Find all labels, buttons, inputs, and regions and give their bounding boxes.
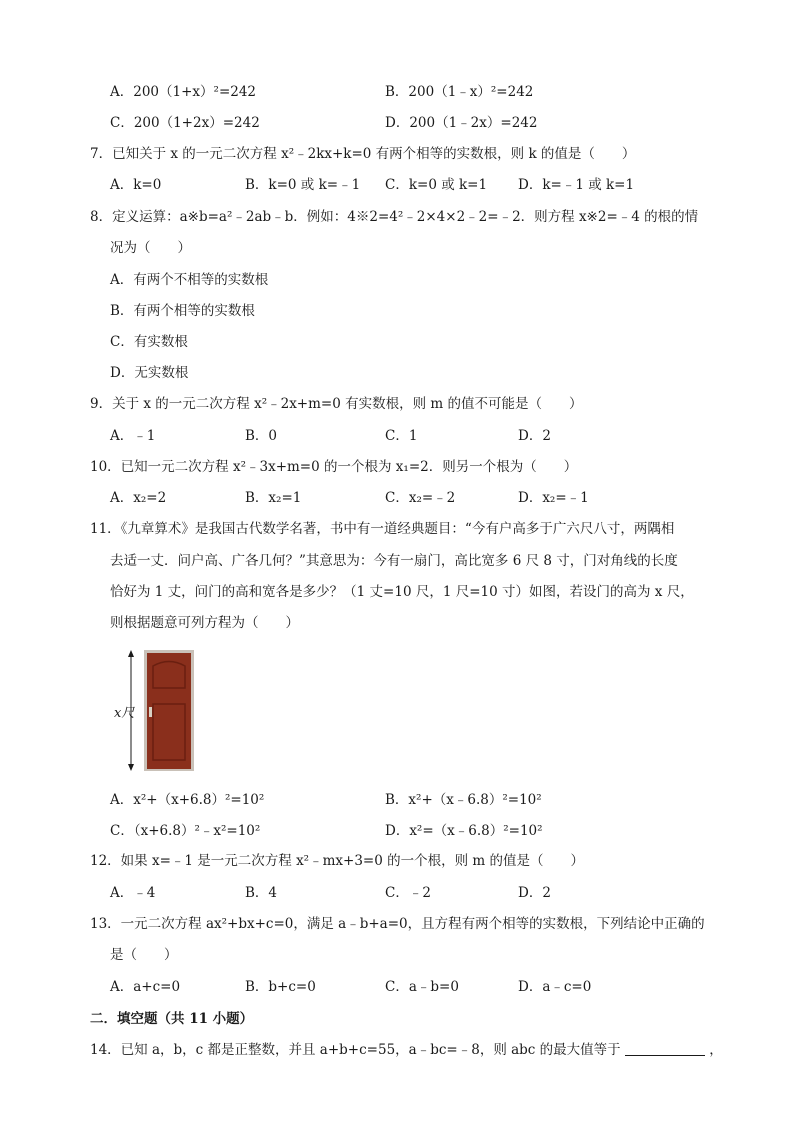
q11-option-c: C．（x+6.8）²﹣x²=10² [110, 823, 261, 839]
q8-stem-line1: 8．定义运算：a※b=a²﹣2ab﹣b．例如：4※2=4²﹣2×4×2﹣2=﹣2．则方程 x※2=﹣4 的根的情 [90, 209, 699, 225]
q7-option-a: A．k=0 [110, 177, 162, 193]
q6-option-a: A．200（1+x）²=242 [110, 84, 257, 100]
q11-line4: 则根据题意可列方程为（ ） [110, 615, 299, 631]
q11-option-b: B．x²+（x﹣6.8）²=10² [385, 792, 542, 808]
q13-option-a: A．a+c=0 [110, 979, 181, 995]
arrow-up-icon [128, 650, 134, 657]
q14-stem-text: 14．已知 a，b，c 都是正整数，并且 a+b+c=55，a﹣bc=﹣8，则 abc 的最大值等于 [90, 1042, 621, 1058]
q8-option-d: D．无实数根 [110, 365, 189, 381]
q13-option-d: D．a﹣c=0 [518, 979, 592, 995]
q12-option-b: B．4 [245, 885, 278, 901]
q7-option-b: B．k=0 或 k=﹣1 [245, 177, 361, 193]
q9-option-a: A．﹣1 [110, 428, 156, 444]
q9-option-d: D．2 [518, 428, 551, 444]
door-height-label: x尺 [114, 706, 135, 721]
q8-option-c: C．有实数根 [110, 334, 188, 350]
q11-option-d: D．x²=（x﹣6.8）²=10² [385, 823, 543, 839]
q9-option-c: C．1 [385, 428, 418, 444]
q11-line2: 去适一丈．问户高、广各几何？”其意思为：今有一扇门，高比宽多 6 尺 8 寸，门对角线的长度 [110, 553, 678, 569]
q11-option-a: A．x²+（x+6.8）²=10² [110, 792, 265, 808]
q8-stem-line2: 况为（ ） [110, 240, 191, 256]
q14-stem-tail: ， [709, 1042, 723, 1058]
q12-stem: 12．如果 x=﹣1 是一元二次方程 x²﹣mx+3=0 的一个根，则 m 的值是（ ） [90, 853, 584, 869]
q11-line3: 恰好为 1 丈，问门的高和宽各是多少？（1 丈=10 尺，1 尺=10 寸）如图，若设门的高为 x 尺， [110, 584, 694, 600]
q12-option-c: C．﹣2 [385, 885, 431, 901]
q8-option-a: A．有两个不相等的实数根 [110, 272, 269, 288]
q13-option-b: B．b+c=0 [245, 979, 316, 995]
section-title: 二．填空题（共 11 小题） [90, 1011, 254, 1027]
q9-stem: 9．关于 x 的一元二次方程 x²﹣2x+m=0 有实数根，则 m 的值不可能是（ ） [90, 396, 583, 412]
q11-line1: 11．《九章算术》是我国古代数学名著，书中有一道经典题目：“今有户高多于广六尺八寸，两隅相 [90, 521, 675, 537]
door-handle-icon [149, 707, 152, 717]
q7-option-d: D．k=﹣1 或 k=1 [518, 177, 635, 193]
q7-option-c: C．k=0 或 k=1 [385, 177, 488, 193]
q6-option-d: D．200（1﹣2x）=242 [385, 115, 538, 131]
arrow-down-icon [128, 764, 134, 771]
q10-option-b: B．x₂=1 [245, 490, 302, 506]
q13-option-c: C．a﹣b=0 [385, 979, 459, 995]
q9-option-b: B．0 [245, 428, 278, 444]
q6-option-b: B．200（1﹣x）²=242 [385, 84, 534, 100]
q10-option-d: D．x₂=﹣1 [518, 490, 589, 506]
q10-option-c: C．x₂=﹣2 [385, 490, 456, 506]
q10-option-a: A．x₂=2 [110, 490, 167, 506]
q13-stem-line1: 13．一元二次方程 ax²+bx+c=0，满足 a﹣b+a=0，且方程有两个相等的实数根，下列结论中正确的 [90, 916, 705, 932]
q8-option-b: B．有两个相等的实数根 [110, 303, 255, 319]
q12-option-d: D．2 [518, 885, 551, 901]
q14-stem [90, 1041, 723, 1059]
q10-stem: 10．已知一元二次方程 x²﹣3x+m=0 的一个根为 x₁=2．则另一个根为（ ） [90, 459, 578, 475]
q7-stem: 7．已知关于 x 的一元二次方程 x²﹣2kx+k=0 有两个相等的实数根，则 k 的值是（ ） [90, 146, 636, 162]
q13-stem-line2: 是（ ） [110, 947, 178, 963]
q6-option-c: C．200（1+2x）=242 [110, 115, 260, 131]
q12-option-a: A．﹣4 [110, 885, 156, 901]
answer-blank[interactable] [625, 1041, 705, 1056]
